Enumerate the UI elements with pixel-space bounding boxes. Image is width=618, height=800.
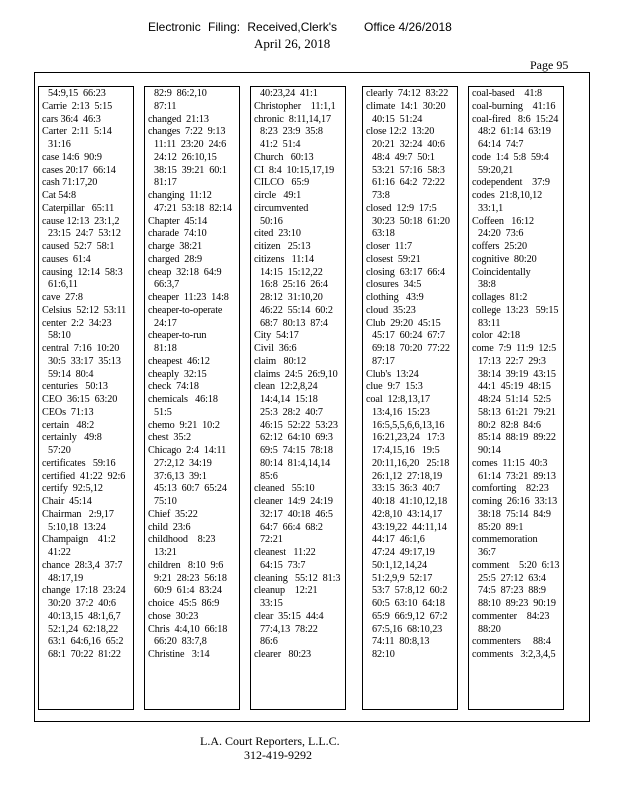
- index-entry: cave 27:8: [42, 292, 83, 303]
- index-entry-continuation: 24:20 73:6: [478, 228, 524, 240]
- filing-date: April 26, 2018: [254, 36, 331, 51]
- index-entry: CI 8:4 10:15,17,19: [254, 164, 335, 176]
- index-entry: cloud 35:23: [366, 304, 416, 316]
- index-entry: certain 48:2: [42, 419, 95, 431]
- index-entry: centuries 50:13: [42, 381, 108, 393]
- index-entry-continuation: 58:10: [48, 330, 71, 342]
- index-entry: cause 12:13 23:1,2: [42, 215, 120, 227]
- index-column-4: [362, 86, 458, 710]
- index-entry: coal 12:8,13,17: [366, 394, 431, 405]
- index-entry: charade 74:10: [148, 228, 207, 240]
- index-entry: clue 9:7 15:3: [366, 381, 423, 393]
- index-entry: commenters 88:4: [472, 636, 551, 648]
- index-entry: changes 7:22 9:13: [148, 126, 226, 138]
- index-entry-continuation: 30:5 33:17 35:13: [48, 355, 121, 367]
- index-entry: citizens 11:14: [254, 253, 314, 265]
- filing-status: Electronic Filing: Received,Clerk's: [148, 20, 338, 34]
- index-entry-continuation: 64:14 74:7: [478, 139, 524, 150]
- index-entry-continuation: 74:11 80:8,13: [372, 636, 430, 648]
- index-entry: closures 34:5: [366, 279, 422, 291]
- index-entry-continuation: 17:13 22:7 29:3: [478, 355, 546, 367]
- index-entry-continuation: 75:10: [154, 496, 177, 507]
- index-entry-continuation: 63:18: [372, 228, 395, 240]
- index-entry: charged 28:9: [148, 253, 202, 265]
- index-entry-continuation: 46:22 55:14 60:2: [260, 304, 333, 316]
- index-entry: commemoration: [472, 534, 538, 546]
- index-entry-continuation: 33:15 36:3 40:7: [372, 483, 440, 495]
- index-entry: certainly 49:8: [42, 432, 102, 444]
- page-number: Page 95: [530, 58, 569, 72]
- index-entry-continuation: 44:17 46:1,6: [372, 534, 425, 546]
- footer-phone: 312-419-9292: [244, 748, 312, 762]
- index-entry: comes 11:15 40:3: [472, 457, 548, 469]
- index-entry: CILCO 65:9: [254, 177, 310, 189]
- index-entry-continuation: 46:15 52:22 53:23: [260, 419, 338, 431]
- index-entry-continuation: 41:22: [48, 547, 71, 558]
- index-entry-continuation: 52:1,24 62:18,22: [48, 623, 119, 635]
- index-entry-continuation: 53:21 57:16 58:3: [372, 164, 445, 176]
- index-entry-continuation: 13:21: [154, 547, 177, 558]
- index-entry-continuation: 87:17: [372, 355, 395, 367]
- index-column-3: [250, 86, 346, 710]
- index-entry: cheaply 32:15: [148, 368, 207, 380]
- index-entry-continuation: 68:1 70:22 81:22: [48, 649, 121, 660]
- index-entry: Chief 35:22: [148, 508, 198, 520]
- index-entry-continuation: 13:4,16 15:23: [372, 406, 430, 418]
- index-entry-continuation: 23:15 24:7 53:12: [48, 228, 121, 240]
- index-entry-continuation: 87:11: [154, 100, 177, 112]
- index-entry-continuation: 61:6,11: [48, 279, 78, 291]
- index-entry: Champaign 41:2: [42, 534, 116, 546]
- index-entry: Club's 13:24: [366, 368, 419, 380]
- index-entry-continuation: 25:3 28:2 40:7: [260, 406, 323, 418]
- index-entry: cheaper-to-run: [148, 330, 207, 342]
- index-entry-continuation: 43:19,22 44:11,14: [372, 521, 447, 533]
- index-entry: clean 12:2,8,24: [254, 381, 318, 393]
- index-entry-continuation: 80:2 82:8 84:6: [478, 419, 541, 431]
- index-entry-continuation: 50:1,12,14,24: [372, 559, 428, 571]
- index-entry-continuation: 24:12 26:10,15: [154, 151, 217, 163]
- index-entry-continuation: 33:1,1: [478, 202, 504, 214]
- index-entry: Civil 36:6: [254, 343, 297, 354]
- index-entry: comforting 82:23: [472, 483, 549, 495]
- index-entry: coal-fired 8:6 15:24: [472, 113, 559, 125]
- index-entry-continuation: 45:13 60:7 65:24: [154, 483, 227, 495]
- index-entry: chance 28:3,4 37:7: [42, 559, 123, 571]
- index-entry: claim 80:12: [254, 355, 307, 367]
- index-entry-continuation: 48:2 61:14 63:19: [478, 126, 551, 138]
- index-entry-continuation: 69:18 70:20 77:22: [372, 343, 450, 354]
- index-entry-continuation: 27:2,12 34:19: [154, 457, 212, 469]
- index-entry: cheaper 11:23 14:8: [148, 292, 229, 303]
- index-entry: cars 36:4 46:3: [42, 113, 101, 125]
- index-entry-continuation: 14:4,14 15:18: [260, 394, 318, 405]
- index-entry: cheap 32:18 64:9: [148, 266, 222, 278]
- index-entry-continuation: 85:6: [260, 470, 278, 482]
- index-entry-continuation: 20:11,16,20 25:18: [372, 457, 450, 469]
- filing-office-date: Office 4/26/2018: [364, 20, 452, 34]
- index-entry: chronic 8:11,14,17: [254, 113, 331, 125]
- index-entry: certified 41:22 92:6: [42, 470, 126, 482]
- index-entry: cognitive 80:20: [472, 253, 537, 265]
- index-entry: Caterpillar 65:11: [42, 202, 115, 214]
- index-entry: Christine 3:14: [148, 649, 210, 660]
- index-entry-continuation: 48:4 49:7 50:1: [372, 151, 435, 163]
- index-entry-continuation: 8:23 23:9 35:8: [260, 126, 323, 138]
- index-entry: childhood 8:23: [148, 534, 216, 546]
- index-entry-continuation: 80:14 81:4,14,14: [260, 457, 331, 469]
- index-entry: Chapter 45:14: [148, 215, 208, 227]
- index-entry: charge 38:21: [148, 241, 202, 252]
- index-entry: City 54:17: [254, 330, 299, 342]
- index-entry-continuation: 65:9 66:9,12 67:2: [372, 610, 448, 622]
- index-entry-continuation: 38:18 75:14 84:9: [478, 508, 551, 520]
- index-entry: college 13:23 59:15: [472, 304, 559, 316]
- index-entry: clothing 43:9: [366, 292, 424, 303]
- index-entry-continuation: 57:20: [48, 445, 71, 456]
- index-entry-continuation: 66:20 83:7,8: [154, 636, 207, 648]
- index-entry: color 42:18: [472, 330, 521, 342]
- index-entry: close 12:2 13:20: [366, 126, 435, 138]
- index-entry-continuation: 24:17: [154, 317, 177, 329]
- index-entry-continuation: 82:10: [372, 649, 395, 660]
- index-entry-continuation: 63:1 64:6,16 65:2: [48, 636, 124, 648]
- index-entry-continuation: 60:9 61:4 83:24: [154, 585, 222, 597]
- index-entry-continuation: 30:20 37:2 40:6: [48, 598, 116, 609]
- index-entry-continuation: 38:8: [478, 279, 496, 291]
- index-entry-continuation: 31:16: [48, 139, 71, 150]
- index-entry-continuation: 40:23,24 41:1: [260, 88, 318, 99]
- index-entry-continuation: 38:15 39:21 60:1: [154, 164, 227, 176]
- index-entry-continuation: 88:10 89:23 90:19: [478, 598, 556, 609]
- index-entry: Christopher 11:1,1: [254, 100, 336, 112]
- index-entry: circle 49:1: [254, 190, 302, 201]
- index-entry: certify 92:5,12: [42, 483, 103, 495]
- index-entry: chest 35:2: [148, 432, 192, 444]
- index-entry: collages 81:2: [472, 292, 528, 303]
- index-entry: coffers 25:20: [472, 241, 527, 252]
- index-entry: commenter 84:23: [472, 610, 550, 622]
- index-entry-continuation: 90:14: [478, 445, 501, 456]
- index-entry: center 2:2 34:23: [42, 317, 112, 329]
- index-entry-continuation: 40:18 41:10,12,18: [372, 496, 448, 507]
- index-entry-continuation: 36:7: [478, 547, 496, 558]
- index-entry-continuation: 20:21 32:24 40:6: [372, 139, 445, 150]
- index-entry: child 23:6: [148, 521, 191, 533]
- index-entry: cases 20:17 66:14: [42, 164, 116, 176]
- index-entry: coming 26:16 33:13: [472, 496, 558, 507]
- index-entry-continuation: 16:8 25:16 26:4: [260, 279, 328, 291]
- index-entry: clearer 80:23: [254, 649, 312, 660]
- index-entry-continuation: 30:23 50:18 61:20: [372, 215, 450, 227]
- index-entry-continuation: 16:5,5,5,6,6,13,16: [372, 419, 445, 431]
- index-entry-continuation: 41:2 51:4: [260, 139, 301, 150]
- index-entry: cleaner 14:9 24:19: [254, 496, 333, 507]
- index-entry: Chair 45:14: [42, 496, 92, 507]
- index-entry: changed 21:13: [148, 113, 209, 125]
- index-entry: CEO 36:15 63:20: [42, 394, 118, 405]
- index-entry-continuation: 81:17: [154, 177, 177, 189]
- index-entry: cited 23:10: [254, 228, 301, 240]
- index-entry: Church 60:13: [254, 151, 314, 163]
- index-entry-continuation: 44:1 45:19 48:15: [478, 381, 551, 393]
- index-entry: claims 24:5 26:9,10: [254, 368, 338, 380]
- index-entry-continuation: 54:9,15 66:23: [48, 88, 106, 99]
- index-entry: Chairman 2:9,17: [42, 508, 114, 520]
- index-entry: Celsius 52:12 53:11: [42, 304, 127, 316]
- index-entry-continuation: 61:16 64:2 72:22: [372, 177, 445, 189]
- index-entry-continuation: 9:21 28:23 56:18: [154, 572, 227, 584]
- index-entry: choice 45:5 86:9: [148, 598, 220, 609]
- index-entry-continuation: 59:14 80:4: [48, 368, 94, 380]
- index-entry-continuation: 51:2,9,9 52:17: [372, 572, 433, 584]
- index-entry: codependent 37:9: [472, 177, 550, 189]
- index-entry: cleanest 11:22: [254, 547, 316, 558]
- index-entry-continuation: 53:7 57:8,12 60:2: [372, 585, 448, 597]
- index-entry: caused 52:7 58:1: [42, 241, 115, 252]
- index-entry: change 17:18 23:24: [42, 585, 126, 597]
- index-entry-continuation: 59:20,21: [478, 164, 514, 176]
- index-entry: causes 61:4: [42, 253, 91, 265]
- index-entry: closing 63:17 66:4: [366, 266, 445, 278]
- index-entry-continuation: 51:5: [154, 406, 172, 418]
- index-entry-continuation: 48:17,19: [48, 572, 84, 584]
- index-entry-continuation: 74:5 87:23 88:9: [478, 585, 546, 597]
- index-entry: closest 59:21: [366, 253, 421, 265]
- index-entry-continuation: 62:12 64:10 69:3: [260, 432, 333, 444]
- index-entry: CEOs 71:13: [42, 406, 94, 418]
- index-entry-continuation: 11:11 23:20 24:6: [154, 139, 227, 150]
- index-entry: cheapest 46:12: [148, 355, 210, 367]
- index-entry-continuation: 28:12 31:10,20: [260, 292, 323, 303]
- index-entry-continuation: 61:14 73:21 89:13: [478, 470, 556, 482]
- index-entry-continuation: 68:7 80:13 87:4: [260, 317, 328, 329]
- index-entry-continuation: 60:5 63:10 64:18: [372, 598, 445, 609]
- index-entry: causing 12:14 58:3: [42, 266, 123, 278]
- index-entry: Chicago 2:4 14:11: [148, 445, 227, 456]
- index-entry-continuation: 85:14 88:19 89:22: [478, 432, 556, 444]
- index-entry-continuation: 66:3,7: [154, 279, 180, 291]
- index-entry-continuation: 40:13,15 48:1,6,7: [48, 610, 121, 622]
- index-entry: circumvented: [254, 202, 309, 214]
- index-entry-continuation: 40:15 51:24: [372, 113, 423, 125]
- index-entry-continuation: 82:9 86:2,10: [154, 88, 207, 99]
- index-entry: comments 3:2,3,4,5: [472, 649, 556, 660]
- index-entry-continuation: 16:21,23,24 17:3: [372, 432, 445, 444]
- index-entry: codes 21:8,10,12: [472, 190, 543, 201]
- index-entry: coal-burning 41:16: [472, 100, 556, 112]
- index-entry: cleaning 55:12 81:3: [254, 572, 341, 584]
- index-entry: cheaper-to-operate: [148, 304, 223, 316]
- index-entry-continuation: 88:20: [478, 623, 501, 635]
- index-entry-continuation: 58:13 61:21 79:21: [478, 406, 556, 418]
- index-column-5: [468, 86, 564, 710]
- index-entry-continuation: 14:15 15:12,22: [260, 266, 323, 278]
- index-entry: coal-based 41:8: [472, 88, 543, 99]
- index-entry: cash 71:17,20: [42, 177, 98, 189]
- index-entry: case 14:6 90:9: [42, 151, 102, 163]
- index-entry: changing 11:12: [148, 190, 212, 201]
- index-entry-continuation: 38:14 39:19 43:15: [478, 368, 556, 380]
- index-entry: code 1:4 5:8 59:4: [472, 151, 549, 163]
- index-entry-continuation: 83:11: [478, 317, 501, 329]
- index-entry-continuation: 32:17 40:18 46:5: [260, 508, 333, 520]
- index-entry-continuation: 73:8: [372, 190, 390, 201]
- index-entry: come 7:9 11:9 12:5: [472, 343, 557, 354]
- index-entry-continuation: 47:21 53:18 82:14: [154, 202, 232, 214]
- index-entry: cleanup 12:21: [254, 585, 318, 597]
- index-entry: Coffeen 16:12: [472, 215, 534, 227]
- index-entry-continuation: 45:17 60:24 67:7: [372, 330, 445, 342]
- index-entry: cleaned 55:10: [254, 483, 315, 495]
- index-entry-continuation: 85:20 89:1: [478, 521, 524, 533]
- index-entry-continuation: 48:24 51:14 52:5: [478, 394, 551, 405]
- index-entry: closed 12:9 17:5: [366, 202, 437, 214]
- index-entry-continuation: 47:24 49:17,19: [372, 547, 435, 558]
- index-entry-continuation: 67:5,16 68:10,23: [372, 623, 443, 635]
- index-entry-continuation: 81:18: [154, 343, 177, 354]
- index-entry: chemicals 46:18: [148, 394, 218, 405]
- index-entry-continuation: 33:15: [260, 598, 283, 609]
- index-entry: certificates 59:16: [42, 457, 116, 469]
- index-entry-continuation: 42:8,10 43:14,17: [372, 508, 443, 520]
- index-entry: children 8:10 9:6: [148, 559, 224, 571]
- index-entry-continuation: 37:6,13 39:1: [154, 470, 207, 482]
- index-entry: chose 30:23: [148, 610, 199, 622]
- index-entry-continuation: 17:4,15,16 19:5: [372, 445, 440, 456]
- index-entry-continuation: 5:10,18 13:24: [48, 521, 106, 533]
- index-entry: comment 5:20 6:13: [472, 559, 560, 571]
- index-column-2: [144, 86, 240, 710]
- index-entry-continuation: 77:4,13 78:22: [260, 623, 318, 635]
- index-entry-continuation: 72:21: [260, 534, 283, 546]
- index-entry: Chris 4:4,10 66:18: [148, 623, 228, 635]
- index-entry: central 7:16 10:20: [42, 343, 120, 354]
- index-entry-continuation: 64:15 73:7: [260, 559, 306, 571]
- index-column-1: [38, 86, 134, 710]
- index-entry: closer 11:7: [366, 241, 412, 252]
- index-entry-continuation: 69:5 74:15 78:18: [260, 445, 333, 456]
- index-entry-continuation: 64:7 66:4 68:2: [260, 521, 323, 533]
- footer-company: L.A. Court Reporters, L.L.C.: [200, 734, 340, 748]
- index-entry: clearly 74:12 83:22: [366, 88, 449, 99]
- index-entry: Carter 2:11 5:14: [42, 126, 112, 138]
- index-entry: Carrie 2:13 5:15: [42, 100, 113, 112]
- index-entry: climate 14:1 30:20: [366, 100, 446, 112]
- index-entry: check 74:18: [148, 381, 199, 393]
- index-entry: Coincidentally: [472, 266, 531, 278]
- index-entry: chemo 9:21 10:2: [148, 419, 220, 431]
- index-entry-continuation: 50:16: [260, 215, 283, 227]
- index-entry-continuation: 86:6: [260, 636, 278, 648]
- index-entry: clear 35:15 44:4: [254, 610, 324, 622]
- index-entry-continuation: 26:1,12 27:18,19: [372, 470, 443, 482]
- index-entry: Club 29:20 45:15: [366, 317, 441, 329]
- index-entry: citizen 25:13: [254, 241, 311, 252]
- index-entry-continuation: 25:5 27:12 63:4: [478, 572, 546, 584]
- index-entry: Cat 54:8: [42, 190, 77, 201]
